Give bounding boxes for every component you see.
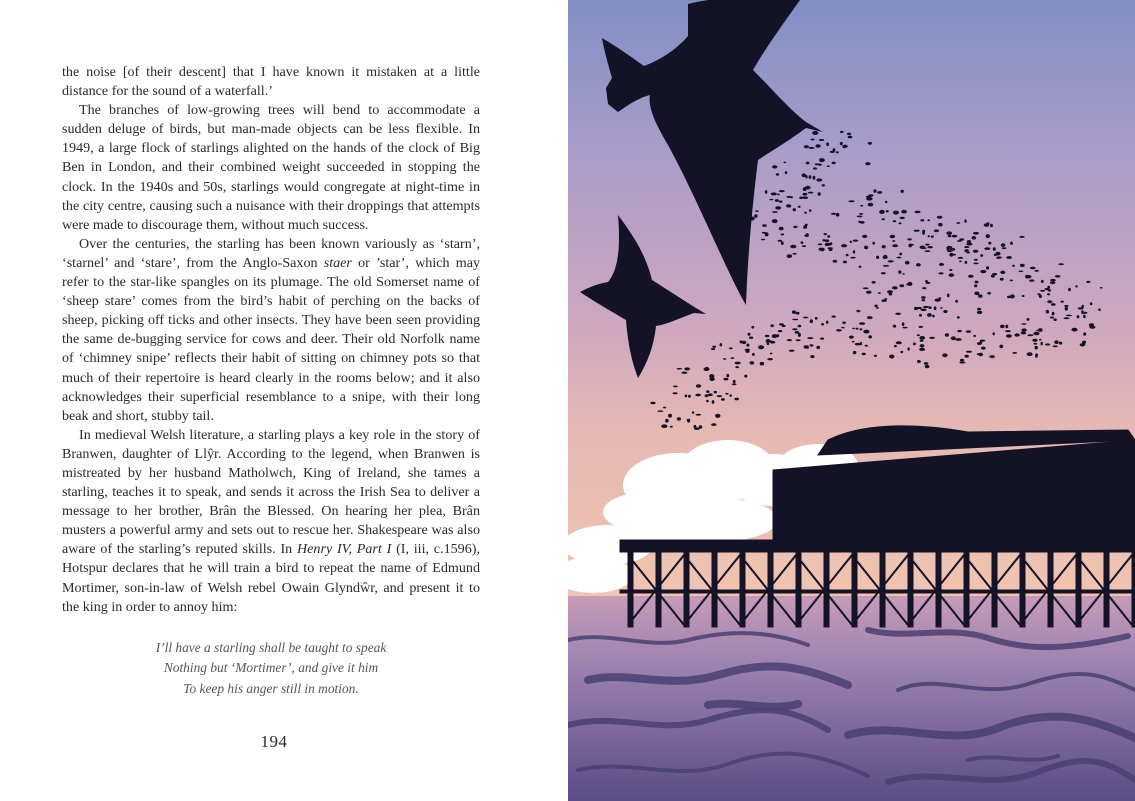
paragraph-4-text-b: (I, iii, c.1596), Hotspur declares that he will train a bird to repeat the name of Edmund Mortimer, son-in-law of Welsh rebel Owain Glyndŵr, and present it to the king in order to annoy him:: [62, 541, 480, 615]
body-text: [62, 63, 480, 617]
illustration-page: [568, 0, 1135, 801]
paragraph-3: [62, 235, 480, 426]
paragraph-2: The branches of low-growing trees will bend to accommodate a sudden deluge of birds, but man-made objects can be less flexible. In 1949, a large flock of starlings alighted on the hands of the clock of Big Ben in London, and their combined weight succeeded in stopping the clock. In the 1940s and 50s, starlings would congregate at night-time in the city centre, causing such a nuisance with their droppings that attempts were made to discourage them, without much success.: [62, 102, 480, 233]
page-number: 194: [260, 732, 288, 751]
verse-line: I’ll have a starling shall be taught to speak: [155, 640, 387, 655]
paragraph-4-text-a: In medieval Welsh literature, a starling plays a key role in the story of Branwen, daughter of Llŷr. According to the legend, when Branwen is mistreated by her husband Matholwch, King of Ireland, she tames a starling, teaches it to speak, and sends it across the Irish Sea to deliver a message to her brother, Brân the Blessed. On hearing her plea, Brân musters a powerful army and sets out to rescue her. Shakespeare was also aware of the starling’s reputed skills. In: [62, 426, 480, 558]
paragraph-3-text-a: Over the centuries, the starling has been known variously as ‘starn’, ‘starnel’ and ‘stare’, from the Anglo-Saxon: [62, 235, 480, 271]
verse-line: To keep his anger still in motion.: [183, 680, 359, 696]
paragraph-3-text-b: or ’star’, which may refer to the star-like spangles on its plumage. The old Somerset name of ‘sheep stare’ comes from the bird’s habit of perching on the backs of sheep, picking off ticks and other insects. They have been seen providing the same de-bugging service for cows and deer. Their old Norfolk name of ‘chimney snipe’ reflects their habit of sitting on chimney pots so that much of their repertoire is heard clearly in the rooms below; and it also acknowledges their superficial resemblance to a snipe, with their long beak and short, stubby tail.: [62, 254, 480, 424]
verse-quote: [62, 638, 480, 699]
anglo-saxon-word: staer: [323, 254, 352, 271]
paragraph-4: [62, 426, 480, 617]
starling-murmuration-illustration: [568, 0, 1135, 801]
verse-line: Nothing but ‘Mortimer’, and give it him: [163, 660, 379, 676]
paragraph-1: the noise [of their descent] that I have known it mistaken at a little distance for the sound of a waterfall.’: [62, 64, 480, 100]
water-ripple: [708, 704, 798, 707]
play-title: Henry IV, Part I: [296, 541, 392, 558]
